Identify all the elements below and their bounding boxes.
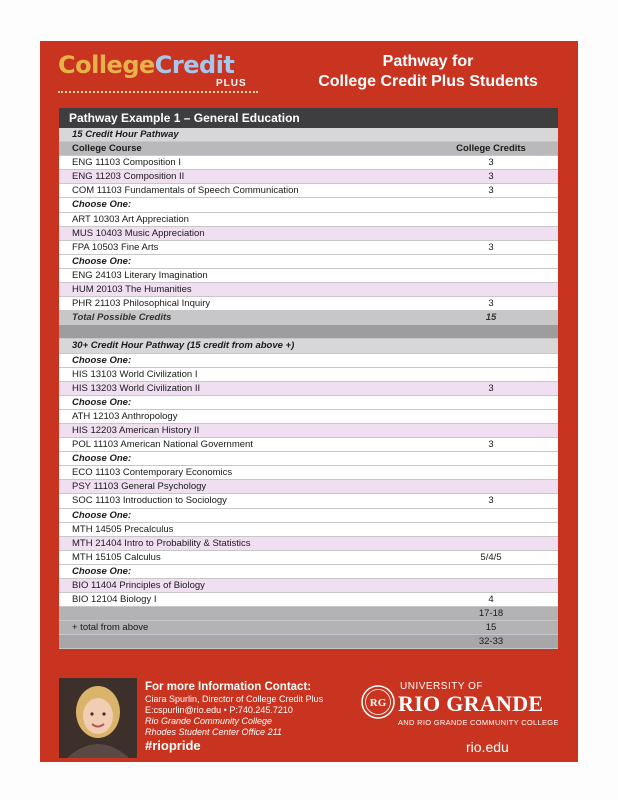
course-cell: PHR 21103 Philosophical Inquiry	[72, 298, 211, 310]
choose-one-row	[59, 255, 558, 269]
credits-cell: College Credits	[456, 143, 526, 155]
contact-name: Ciara Spurlin, Director of College Credit Plus	[145, 694, 324, 704]
course-table	[59, 128, 558, 649]
course-cell: HIS 13203 World Civilization II	[72, 382, 201, 394]
credits-cell: 3	[488, 185, 494, 197]
course-cell: ENG 11103 Composition I	[72, 157, 181, 169]
course-cell: ENG 11203 Composition II	[72, 171, 185, 183]
logo-word-plus: PLUS	[216, 78, 247, 89]
director-photo	[59, 678, 137, 758]
table-row	[59, 368, 558, 382]
choose-one-row	[59, 354, 558, 368]
course-cell: + total from above	[72, 622, 149, 634]
credits-cell: 3	[488, 382, 494, 394]
credits-cell: 3	[488, 241, 494, 253]
credits-cell: 3	[488, 171, 494, 183]
page-title	[298, 52, 558, 92]
course-cell: MUS 10403 Music Appreciation	[72, 227, 205, 239]
table-row	[59, 269, 558, 283]
choose-one-row	[59, 198, 558, 212]
university-name: RIO GRANDE	[398, 691, 544, 716]
table-row	[59, 297, 558, 311]
table-row	[59, 410, 558, 424]
course-cell: HUM 20103 The Humanities	[72, 284, 192, 296]
course-cell: Total Possible Credits	[72, 312, 172, 324]
table-row	[59, 283, 558, 297]
course-cell: 30+ Credit Hour Pathway (15 credit from above +)	[72, 340, 295, 352]
course-cell: Choose One:	[72, 199, 132, 211]
credits-cell: 3	[488, 298, 494, 310]
pathway-subheading	[59, 128, 558, 142]
course-cell: BIO 11404 Principles of Biology	[72, 580, 205, 591]
course-cell: FPA 10503 Fine Arts	[72, 241, 159, 253]
logo-word-college: College	[58, 51, 155, 79]
credits-cell: 15	[485, 312, 497, 324]
course-cell: MTH 15105 Calculus	[72, 551, 161, 563]
title-line-2: College Credit Plus Students	[318, 73, 538, 90]
summary-row	[59, 635, 558, 649]
course-cell: Choose One:	[72, 354, 132, 366]
credits-cell: 3	[488, 439, 494, 451]
course-cell: SOC 11103 Introduction to Sociology	[72, 495, 227, 507]
college-credit-plus-logo	[58, 51, 258, 101]
course-cell: HIS 13103 World Civilization I	[72, 368, 198, 380]
table-row	[59, 156, 558, 170]
course-cell: Choose One:	[72, 565, 132, 577]
table-row	[59, 523, 558, 537]
table-header-row	[59, 142, 558, 156]
contact-info	[145, 680, 323, 738]
choose-one-row	[59, 396, 558, 410]
course-cell: ATH 12103 Anthropology	[72, 410, 178, 422]
website-link[interactable]: rio.edu	[466, 739, 509, 755]
rio-grande-logo	[360, 678, 570, 758]
credits-cell: 5/4/5	[480, 551, 502, 563]
table-row	[59, 213, 558, 227]
table-row	[59, 184, 558, 198]
credits-cell: 4	[488, 594, 494, 606]
course-cell: ART 10303 Art Appreciation	[72, 213, 189, 225]
contact-email-phone[interactable]: E:cspurlin@rio.edu • P:740.245.7210	[145, 705, 293, 715]
table-row	[59, 593, 558, 607]
course-cell: MTH 21404 Intro to Probability & Statistics	[72, 537, 251, 549]
course-cell: 15 Credit Hour Pathway	[72, 129, 179, 140]
choose-one-row	[59, 565, 558, 579]
credits-cell: 32-33	[478, 636, 504, 648]
logo-dotted-rule	[58, 91, 258, 93]
choose-one-row	[59, 452, 558, 466]
table-row	[59, 579, 558, 593]
university-subtitle: AND RIO GRANDE COMMUNITY COLLEGE	[398, 718, 559, 727]
course-cell: Choose One:	[72, 255, 132, 267]
course-cell: POL 11103 American National Government	[72, 439, 253, 451]
credits-cell: 3	[488, 157, 494, 169]
contact-office: Rhodes Student Center Office 211	[145, 727, 282, 737]
table-row	[59, 466, 558, 480]
credits-cell: 15	[485, 622, 497, 634]
hashtag: #riopride	[145, 738, 201, 753]
portrait-image	[59, 678, 137, 758]
contact-heading: For more Information Contact:	[145, 681, 312, 693]
choose-one-row	[59, 509, 558, 523]
course-cell: Choose One:	[72, 396, 132, 408]
university-of-label: UNIVERSITY OF	[400, 681, 483, 692]
course-cell: MTH 14505 Precalculus	[72, 523, 174, 535]
table-row	[59, 438, 558, 452]
summary-row	[59, 607, 558, 621]
course-cell: College Course	[72, 143, 142, 155]
table-row	[59, 480, 558, 494]
flyer	[40, 41, 578, 762]
credits-cell: 3	[488, 495, 494, 507]
total-row	[59, 311, 558, 325]
table-row	[59, 227, 558, 241]
course-cell: ECO 11103 Contemporary Economics	[72, 467, 233, 479]
title-line-1: Pathway for	[382, 53, 474, 70]
table-row	[59, 551, 558, 565]
section-title: Pathway Example 1 – General Education	[59, 108, 558, 128]
spacer-row	[59, 325, 558, 339]
table-row	[59, 382, 558, 396]
contact-college: Rio Grande Community College	[145, 716, 273, 726]
course-cell: HIS 12203 American History II	[72, 424, 200, 436]
table-row	[59, 424, 558, 438]
course-cell: PSY 11103 General Psychology	[72, 481, 207, 493]
credits-cell: 17-18	[478, 608, 504, 620]
course-cell: ENG 24103 Literary Imagination	[72, 269, 208, 281]
pathway-subheading	[59, 339, 558, 353]
contact-footer	[40, 673, 578, 762]
course-cell: BIO 12104 Biology I	[72, 594, 157, 606]
table-row	[59, 241, 558, 255]
university-seal-icon	[360, 684, 396, 720]
table-row	[59, 537, 558, 551]
course-cell: Choose One:	[72, 453, 132, 465]
flyer-header	[40, 41, 578, 108]
table-row	[59, 494, 558, 508]
logo-word-credit: Credit	[154, 51, 235, 79]
course-cell: COM 11103 Fundamentals of Speech Communication	[72, 185, 299, 197]
course-cell: Choose One:	[72, 509, 132, 521]
seal-monogram: RG	[369, 697, 387, 709]
table-row	[59, 170, 558, 184]
summary-row	[59, 621, 558, 635]
